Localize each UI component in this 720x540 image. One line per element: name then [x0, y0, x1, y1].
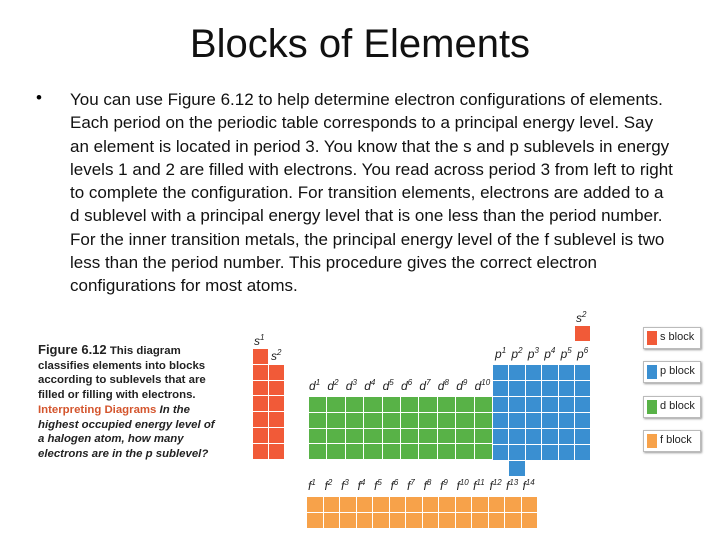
s-block-cell	[253, 412, 268, 427]
s1-sup: 1	[260, 333, 265, 342]
bullet-paragraph	[36, 88, 676, 298]
d-label-5	[383, 378, 394, 393]
s2-letter: s	[271, 349, 277, 363]
f-block-cell	[439, 497, 455, 512]
d-letter: d	[327, 379, 335, 393]
p-block-cell	[526, 429, 541, 444]
d-block-cell	[401, 429, 418, 444]
legend-d-swatch	[647, 400, 657, 414]
d-block-cell	[364, 397, 381, 412]
p-block-cell	[509, 365, 524, 380]
legend-p-label: p block	[660, 365, 695, 377]
p-block-cell	[493, 413, 508, 428]
d-superscript: 10	[481, 378, 491, 387]
f-letter: f	[506, 479, 510, 493]
d-block-cell	[401, 413, 418, 428]
f-superscript: 5	[377, 478, 382, 487]
legend-p-block	[643, 361, 701, 383]
slide-title: Blocks of Elements	[189, 22, 531, 66]
d-letter: d	[401, 379, 408, 393]
p-letter: p	[577, 347, 584, 361]
f-block-cell	[307, 497, 323, 512]
interpreting-diagrams-title: Interpreting Diagrams	[38, 403, 157, 416]
legend-f-swatch	[647, 434, 657, 448]
p-letter: p	[544, 347, 551, 361]
p-block-cell	[526, 381, 541, 396]
p-block-cell	[493, 445, 508, 460]
s-block-cell	[269, 428, 284, 443]
f-block-cell	[505, 497, 521, 512]
s-block-cell	[253, 365, 268, 380]
d-block-cell	[456, 397, 473, 412]
f-block-cell	[357, 497, 373, 512]
f-block-cell	[456, 513, 472, 528]
f-block-cell	[439, 513, 455, 528]
d-block-cell	[383, 397, 400, 412]
f-superscript: 10	[459, 478, 469, 487]
s-block-cell	[253, 444, 268, 459]
p-block-cell	[526, 445, 541, 460]
d-label-1	[309, 378, 320, 393]
d-label-6	[401, 378, 412, 393]
f-letter: f	[456, 479, 460, 493]
p-block-cell	[575, 381, 590, 396]
p-block-cell	[526, 413, 541, 428]
f-letter: f	[473, 479, 477, 493]
d-block-cell	[327, 444, 344, 459]
legend-f-label: f block	[660, 434, 692, 446]
p-superscript: 1	[501, 346, 507, 355]
p-block-cell	[559, 365, 574, 380]
f-letter: f	[308, 479, 312, 493]
f-letter: f	[407, 479, 411, 493]
d-block-cell	[309, 397, 326, 412]
p-block-cell	[542, 413, 557, 428]
p-label-2	[511, 346, 522, 361]
helium-s2-sup: 2	[582, 310, 587, 319]
f-superscript: 9	[443, 478, 448, 487]
p-block-cell	[493, 429, 508, 444]
p-block-cell	[509, 429, 524, 444]
d-label-10	[475, 378, 491, 393]
f-block-cell	[340, 513, 356, 528]
s2-sup: 2	[277, 348, 282, 357]
p-superscript: 5	[567, 346, 572, 355]
d-block-cell	[383, 413, 400, 428]
f-label-11	[473, 478, 485, 493]
s-block-cell	[253, 349, 268, 364]
f-block-cell	[472, 497, 488, 512]
p-block-cell	[542, 445, 557, 460]
p-block-cell	[493, 365, 508, 380]
f-letter: f	[390, 479, 394, 493]
bullet-marker: •	[36, 88, 42, 107]
f-label-14	[523, 478, 535, 493]
d-label-2	[327, 378, 338, 393]
p-superscript: 2	[518, 346, 523, 355]
f-block-cell	[522, 513, 538, 528]
legend-s-swatch	[647, 331, 657, 345]
f-block-cell	[340, 497, 356, 512]
f-block-cell	[406, 497, 422, 512]
f-block-cell	[423, 497, 439, 512]
d-block-cell	[456, 429, 473, 444]
f-label-8	[424, 478, 432, 493]
d-block-cell	[475, 397, 492, 412]
d-block-cell	[438, 429, 455, 444]
d-block-cell	[438, 413, 455, 428]
bullet-text: You can use Figure 6.12 to help determine electron configurations of elements. Each period on the periodic table corresponds to a principal energy level. Say an element is located in period 3. You know that the s and p sublevels in energy levels 1 and 2 are filled with electrons. You read across period 3 from left to right to complete the configuration. For transition elements, electrons are added to a d sublevel with a principal energy level that is one less than the period number. For the inner transition metals, the principal energy level of the f sublevel is two less than the period number. This procedure gives the correct electron configurations for most atoms.	[70, 90, 673, 296]
figure-description: This diagram classifies elements into blocks according to sublevels that are filled or filling with electrons.	[38, 345, 206, 402]
p-block-cell	[542, 365, 557, 380]
f-block-cell	[522, 497, 538, 512]
p-block-cell	[509, 445, 524, 460]
f-label-2	[325, 478, 333, 493]
p-superscript: 3	[534, 346, 539, 355]
f-block-cell	[489, 513, 505, 528]
d-label-4	[364, 378, 375, 393]
d-block-cell	[401, 444, 418, 459]
f-label-13	[506, 478, 518, 493]
p-letter: p	[527, 347, 535, 361]
f-label-12	[490, 478, 502, 493]
f-label-7	[407, 478, 415, 493]
d-block-cell	[327, 429, 344, 444]
p-block-cell	[542, 381, 557, 396]
d-block-cell	[327, 397, 344, 412]
legend-s-block	[643, 327, 701, 349]
d-label-9	[456, 378, 467, 393]
d-letter: d	[364, 379, 371, 393]
p-block-cell	[575, 397, 590, 412]
s-block-cell	[269, 412, 284, 427]
d-block-cell	[309, 413, 326, 428]
p-superscript: 6	[583, 346, 589, 355]
f-label-10	[457, 478, 469, 493]
s-block-cell	[269, 381, 284, 396]
f-letter: f	[374, 479, 378, 493]
f-letter: f	[489, 479, 493, 493]
figure-question: In the highest occupied energy level of a halogen atom, how many electrons are in the p sublevel?	[38, 403, 215, 460]
f-superscript: 1	[311, 478, 316, 487]
p-block-cell	[493, 381, 508, 396]
p-letter: p	[511, 347, 519, 361]
f-block-cell	[390, 513, 406, 528]
p-letter: p	[495, 347, 502, 361]
p-block-cell	[575, 445, 590, 460]
f-letter: f	[357, 479, 361, 493]
d-block-cell	[309, 429, 326, 444]
s2-label	[271, 348, 281, 363]
d-block-cell	[383, 444, 400, 459]
p-block-cell	[575, 413, 590, 428]
d-letter: d	[345, 379, 353, 393]
d-block-cell	[475, 413, 492, 428]
p-label-4	[544, 346, 555, 361]
f-superscript: 3	[344, 478, 349, 487]
p-block-cell	[559, 413, 574, 428]
d-superscript: 2	[334, 378, 339, 387]
d-block-cell	[346, 444, 363, 459]
s-block-cell	[269, 444, 284, 459]
s1-letter: s	[254, 334, 260, 348]
p-block-cell	[559, 397, 574, 412]
helium-s2-letter: s	[576, 311, 582, 325]
d-block-cell	[364, 413, 381, 428]
p-block-cell	[509, 397, 524, 412]
legend-f-block	[643, 430, 701, 452]
d-block-cell	[419, 429, 436, 444]
f-label-4	[358, 478, 366, 493]
f-block-cell	[456, 497, 472, 512]
d-label-8	[438, 378, 449, 393]
f-block-cell	[307, 513, 323, 528]
d-superscript: 9	[462, 378, 468, 387]
d-block-cell	[475, 444, 492, 459]
legend-d-block	[643, 396, 701, 418]
f-block-cell	[324, 513, 340, 528]
helium-s2-label	[576, 310, 586, 325]
d-superscript: 7	[426, 378, 431, 387]
f-superscript: 14	[525, 478, 535, 487]
f-letter: f	[440, 479, 444, 493]
p-block-cell	[542, 397, 557, 412]
f-block-cell	[472, 513, 488, 528]
d-block-cell	[419, 397, 436, 412]
d-superscript: 3	[352, 378, 357, 387]
f-label-1	[308, 478, 316, 493]
d-block-cell	[419, 413, 436, 428]
f-block-cell	[373, 513, 389, 528]
d-block-cell	[456, 413, 473, 428]
f-superscript: 2	[327, 478, 333, 487]
f-block-cell	[324, 497, 340, 512]
f-label-3	[341, 478, 349, 493]
p-block-cell	[559, 381, 574, 396]
d-superscript: 1	[315, 378, 321, 387]
d-label-3	[346, 378, 357, 393]
d-block-cell	[401, 397, 418, 412]
d-block-cell	[346, 397, 363, 412]
s-block-cell	[253, 428, 268, 443]
d-block-cell	[309, 444, 326, 459]
f-label-5	[374, 478, 382, 493]
d-superscript: 5	[389, 378, 394, 387]
d-block-cell	[346, 413, 363, 428]
d-block-cell	[456, 444, 473, 459]
p-block-cell	[509, 413, 524, 428]
f-superscript: 7	[410, 478, 415, 487]
s-block-cell	[253, 381, 268, 396]
f-label-6	[391, 478, 399, 493]
p-letter: p	[560, 347, 568, 361]
d-block-cell	[475, 429, 492, 444]
s1-label	[254, 333, 264, 348]
d-letter: d	[437, 379, 445, 393]
p-block-extra-cell	[509, 461, 524, 476]
p-block-cell	[526, 397, 541, 412]
d-letter: d	[474, 379, 482, 393]
p-label-1	[495, 346, 506, 361]
d-superscript: 4	[370, 378, 376, 387]
f-block-cell	[390, 497, 406, 512]
d-block-cell	[383, 429, 400, 444]
d-block-cell	[346, 429, 363, 444]
f-superscript: 12	[492, 478, 502, 487]
d-letter: d	[419, 379, 427, 393]
f-superscript: 6	[393, 478, 399, 487]
legend-d-label: d block	[660, 400, 695, 412]
f-superscript: 4	[360, 478, 366, 487]
p-label-6	[577, 346, 588, 361]
d-letter: d	[456, 379, 463, 393]
d-block-cell	[364, 429, 381, 444]
p-block-cell	[526, 365, 541, 380]
p-block-cell	[559, 429, 574, 444]
d-block-cell	[419, 444, 436, 459]
figure-caption	[38, 343, 222, 462]
f-label-9	[440, 478, 448, 493]
f-block-cell	[357, 513, 373, 528]
d-label-7	[419, 378, 430, 393]
f-letter: f	[522, 479, 526, 493]
p-block-cell	[542, 429, 557, 444]
p-block-cell	[559, 445, 574, 460]
p-block-cell	[493, 397, 508, 412]
f-block-cell	[423, 513, 439, 528]
d-block-cell	[364, 444, 381, 459]
d-letter: d	[382, 379, 390, 393]
f-block-cell	[505, 513, 521, 528]
p-block-cell	[509, 381, 524, 396]
legend-s-label: s block	[660, 331, 695, 343]
s-block-cell	[269, 396, 284, 411]
f-letter: f	[341, 479, 345, 493]
figure-label: Figure 6.12	[38, 342, 107, 357]
d-superscript: 8	[444, 378, 449, 387]
f-superscript: 11	[476, 478, 485, 487]
helium-cell	[575, 326, 590, 341]
f-superscript: 8	[426, 478, 432, 487]
p-block-cell	[575, 429, 590, 444]
d-block-cell	[327, 413, 344, 428]
f-block-cell	[489, 497, 505, 512]
s-block-cell	[253, 396, 268, 411]
d-letter: d	[309, 379, 316, 393]
legend-p-swatch	[647, 365, 657, 379]
f-superscript: 13	[509, 478, 519, 487]
p-label-5	[561, 346, 572, 361]
d-block-cell	[438, 444, 455, 459]
f-letter: f	[324, 479, 328, 493]
f-letter: f	[423, 479, 427, 493]
s-block-cell	[269, 365, 284, 380]
d-superscript: 6	[407, 378, 413, 387]
f-block-cell	[373, 497, 389, 512]
p-block-cell	[575, 365, 590, 380]
f-block-cell	[406, 513, 422, 528]
p-superscript: 4	[550, 346, 556, 355]
d-block-cell	[438, 397, 455, 412]
p-label-3	[528, 346, 539, 361]
